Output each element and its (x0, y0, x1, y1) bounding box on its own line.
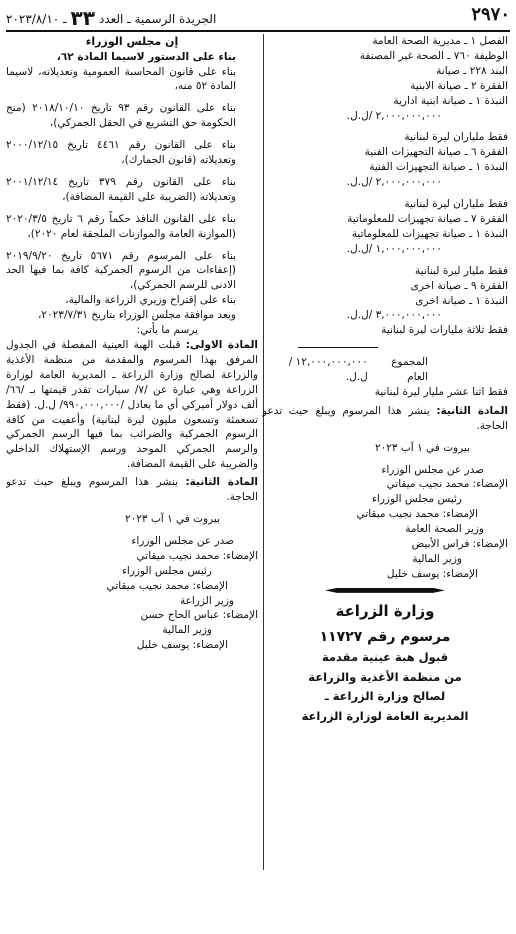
budget-line: الفقرة ٦ ـ صيانة التجهيزات الفنية (364, 146, 508, 159)
signature-line: صدر عن مجلس الوزراء (381, 463, 484, 476)
constitution-basis: بناء على الدستور لاسيما المادة ٦٢، (56, 50, 236, 63)
article-text: ينشر هذا المرسوم ويبلغ حيث تدعو الحاجة. (6, 476, 258, 504)
budget-line: النبذة ١ ـ صيانة اخرى (415, 294, 508, 307)
page-header (6, 4, 510, 32)
signature-line: وزير المالية (162, 624, 212, 637)
amount: ٢,٠٠٠,٠٠٠,٠٠٠ /ل.ل. (346, 109, 442, 122)
signature-line: الإمضاء: محمد نجيب ميقاتي (136, 549, 258, 562)
signature-line: رئيس مجلس الوزراء (121, 564, 212, 577)
budget-line: الفصل ١ ـ مديرية الصحة العامة (372, 35, 508, 47)
amount-in-words: فقط ملياران ليرة لبنانية (404, 198, 508, 211)
article-text: ينشر هذا المرسوم ويبلغ حيث تدعو الحاجة. (262, 404, 508, 432)
preamble-para: بناء على قانون المحاسبة العمومية وتعديلاته، لاسيما المادة ٥٢ منه، (6, 65, 236, 93)
decree-title-line: من منظمة الأغذية والزراعة (308, 669, 462, 684)
amount: ٣,٠٠٠,٠٠٠,٠٠٠ /ل.ل. (346, 309, 442, 322)
budget-line: الوظيفة ٧٦٠ ـ الصحة غير المصنفة (359, 49, 508, 62)
total-in-words: فقط اثنا عشر مليار ليرة لبنانية (374, 385, 508, 398)
decree-title-line: قبول هبة عينية مقدمة (321, 649, 449, 664)
total-row (262, 355, 508, 385)
signature-line: صدر عن مجلس الوزراء (131, 534, 234, 547)
preamble-para: بناء على القانون رقم ٤٤٦١ تاريخ ٢٠٠٠/١٢/١٥ وتعديلاته (قانون الجمارك)، (6, 139, 236, 167)
section-divider (262, 588, 508, 593)
ministry-title: وزارة الزراعة (335, 601, 435, 620)
left-column (6, 34, 258, 934)
signature-line: وزير الصحة العامة (405, 523, 484, 536)
total-amount: ١٢,٠٠٠,٠٠٠,٠٠٠ /ل.ل. (288, 356, 368, 384)
signature-line: الإمضاء: محمد نجيب ميقاتي (356, 508, 478, 521)
total-label: المجموع العام (391, 356, 428, 384)
article-label: المادة الاولى: (185, 339, 258, 352)
amount: ٢,٠٠٠,٠٠٠,٠٠٠ /ل.ل. (346, 176, 442, 189)
place-date: بيروت في ١ آب ٢٠٢٣ (125, 512, 220, 525)
article-label: المادة الثانية: (185, 476, 258, 489)
sum-rule (298, 347, 378, 348)
signature-line: الإمضاء: فراس الأبيض (411, 538, 508, 551)
budget-line: النبذة ١ ـ صيانة تجهيزات للمعلوماتية (351, 227, 508, 240)
amount-in-words: فقط ثلاثة مليارات ليرة لبنانية (381, 324, 508, 337)
page-number: ٢٩٧٠ (471, 4, 510, 26)
preamble-para: بناء على إقتراح وزيري الزراعة والمالية، (65, 294, 236, 307)
decree-number: مرسوم رقم ١١٧٢٧ (319, 629, 451, 646)
signature-line: وزير المالية (412, 553, 462, 565)
decrees-line: يرسم ما يأتي: (136, 324, 198, 337)
amount-in-words: فقط مليار ليرة لبنانية (415, 264, 508, 277)
decree-title-line: لصالح وزارة الزراعة ـ (324, 689, 446, 704)
amount-in-words: فقط ملياران ليرة لبنانية (404, 131, 508, 144)
budget-line: البند ٢٢٨ ـ صيانة (436, 64, 508, 77)
amount: ١,٠٠٠,٠٠٠,٠٠٠ /ل.ل. (346, 242, 442, 255)
issue-date: ـ ٢٠٢٣/٨/١٠ (6, 11, 67, 26)
signature-line: وزير الزراعة (180, 594, 234, 607)
preamble-para: بناء على المرسوم رقم ٥٦٧١ تاريخ ٢٠١٩/٩/٢٠ (إعفاءات من الرسوم الجمركية كافة بما فيها الحد الادنى للرسم الجمركي)، (6, 249, 236, 292)
issue-number: ٣٣ (70, 6, 95, 30)
budget-line: الفقرة ٩ ـ صيانة اخرى (410, 279, 508, 292)
council-title: إن مجلس الوزراء (85, 35, 179, 48)
right-column (262, 34, 508, 934)
signature-line: الإمضاء: عباس الحاج حسن (140, 609, 258, 622)
running-head (6, 8, 216, 28)
preamble-para: بناء على القانون النافذ حكماً رقم ٦ تاريخ ٢٠٢٠/٣/٥ (الموازنة العامة والموازنات الملحقة لعام ٢٠٢٠)، (6, 212, 236, 240)
preamble-para: بناء على القانون رقم ٣٧٩ تاريخ ٢٠٠١/١٢/١٤ وتعديلاته (الضريبة على القيمة المضافة)، (6, 175, 236, 203)
budget-line: الفقرة ٧ ـ صيانة تجهيزات للمعلوماتية (347, 212, 508, 225)
signature-line: الإمضاء: يوسف خليل (136, 639, 228, 652)
article-label: المادة الثانية: (436, 404, 508, 417)
signature-line: الإمضاء: محمد نجيب ميقاتي (386, 478, 508, 491)
budget-line: النبذة ١ ـ صيانة ابنية ادارية (393, 94, 508, 107)
budget-line: الفقرة ٢ ـ صيانة الابنية (410, 79, 508, 92)
budget-line: النبذة ١ ـ صيانة التجهيزات الفنية (369, 161, 508, 174)
preamble-para: بناء على القانون رقم ٩٣ تاريخ ٢٠١٨/١٠/١٠ (منح الحكومة حق التشريع في الحقل الجمركي)، (6, 102, 236, 130)
gazette-name: الجريدة الرسمية ـ العدد (98, 11, 217, 26)
budget-block-1 (262, 34, 508, 123)
place-date: بيروت في ١ آب ٢٠٢٣ (375, 441, 470, 454)
article-text: قبلت الهبة العينية المفصلة في الجدول المرفق بهذا المرسوم والمقدمة من منظمة الأغذية والزراعة لصالح وزارة الزراعة ـ المديرية العامة لوزارة الزراعة وهي عبارة عن /٧/ سيارات تقدر قيمتها بـ /٦٦/ ألف دولار أميركي أي ما يعادل /٩٩٠,٠٠٠,٠٠٠/ ل.ل. (فقط تسعمئة وتسعون مليون ليرة لبنانية) وأعفيت من كافة الرسوم الجمركية والضرائب بما فيها الرسم الجمركي والرسم الجمركي الموحد ورسم الإستهلاك الداخلي والضريبة على القيمة المضافة. (6, 339, 258, 471)
signature-line: الإمضاء: يوسف خليل (386, 567, 478, 580)
signature-line: الإمضاء: محمد نجيب ميقاتي (106, 579, 228, 592)
signature-line: رئيس مجلس الوزراء (371, 493, 462, 506)
preamble-para: وبعد موافقة مجلس الوزراء بتاريخ ٢٠٢٣/٧/٣١، (38, 309, 236, 322)
decree-title-line: المديرية العامة لوزارة الزراعة (301, 708, 469, 723)
